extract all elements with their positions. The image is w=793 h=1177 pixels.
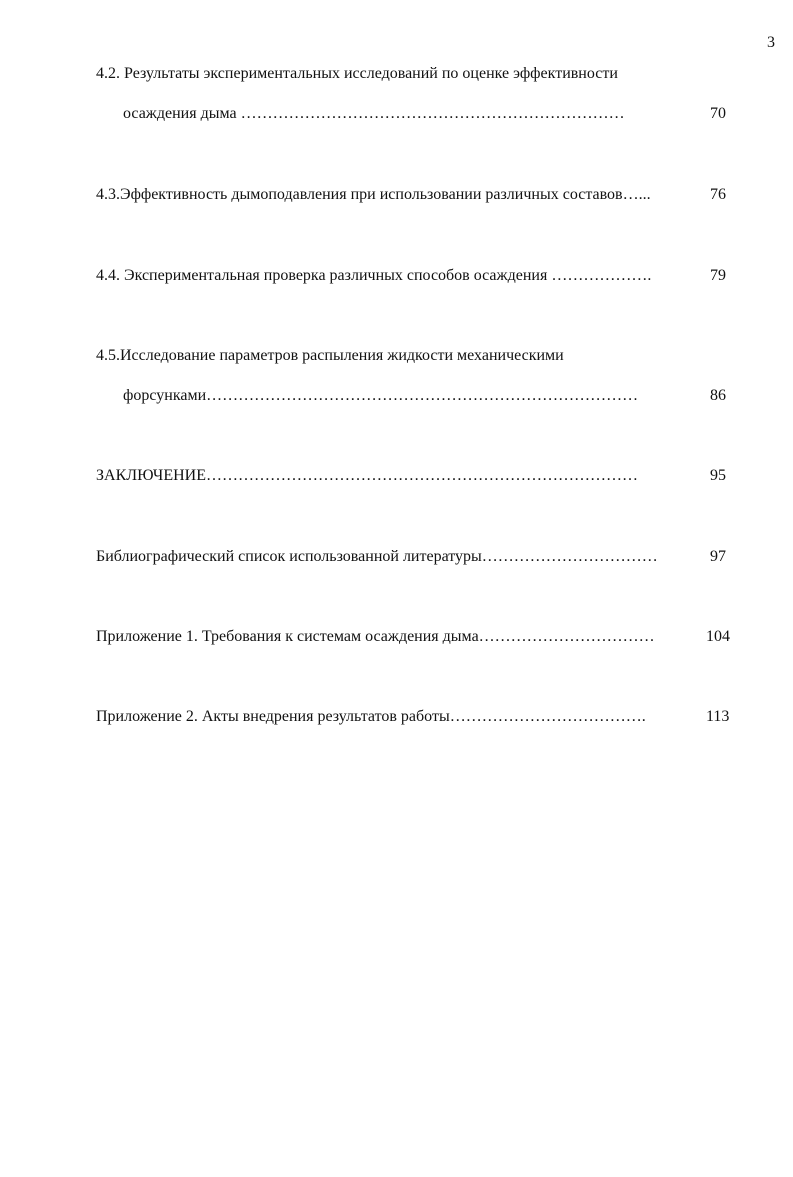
toc-entry-text: ЗАКЛЮЧЕНИЕ……………………………………………………………………… [96, 467, 638, 484]
toc-entry-text: Библиографический список использованной литературы…………………………… [96, 548, 658, 565]
toc-entry-4-2-line1 [0, 62, 793, 86]
toc-entry-text: осаждения дыма ……………………………………………………………… [123, 105, 625, 122]
toc-entry-appendix-2 [0, 705, 793, 729]
toc-entry-text: Приложение 1. Требования к системам осаждения дыма…………………………… [96, 628, 655, 645]
toc-entry-4-4 [0, 264, 793, 288]
toc-entry-page: 95 [710, 467, 726, 484]
toc-entry-4-5-line2 [0, 384, 793, 408]
toc-entry-4-5-line1 [0, 344, 793, 368]
toc-entry-page: 76 [710, 186, 726, 203]
toc-entry-page: 97 [710, 548, 726, 565]
toc-entry-page: 86 [710, 387, 726, 404]
toc-entry-page: 70 [710, 105, 726, 122]
toc-entry-text: 4.5.Исследование параметров распыления жидкости механическими [96, 347, 564, 364]
toc-entry-text: 4.2. Результаты экспериментальных исследований по оценке эффективности [96, 65, 618, 82]
toc-entry-page: 104 [706, 628, 730, 645]
toc-entry-text: форсунками……………………………………………………………………… [123, 387, 639, 404]
toc-entry-bibliography [0, 545, 793, 569]
toc-entry-page: 113 [706, 708, 730, 725]
toc-entry-4-3 [0, 183, 793, 207]
toc-entry-appendix-1 [0, 625, 793, 649]
toc-entry-conclusion [0, 464, 793, 488]
toc-entry-text: Приложение 2. Акты внедрения результатов работы………………………………. [96, 708, 646, 725]
toc-entry-text: 4.3.Эффективность дымоподавления при использовании различных составов…... [96, 186, 651, 203]
toc-entry-4-2-line2 [0, 102, 793, 126]
toc-entry-text: 4.4. Экспериментальная проверка различных способов осаждения ………………. [96, 267, 652, 284]
toc-entry-page: 79 [710, 267, 726, 284]
page-number: 3 [767, 34, 775, 51]
